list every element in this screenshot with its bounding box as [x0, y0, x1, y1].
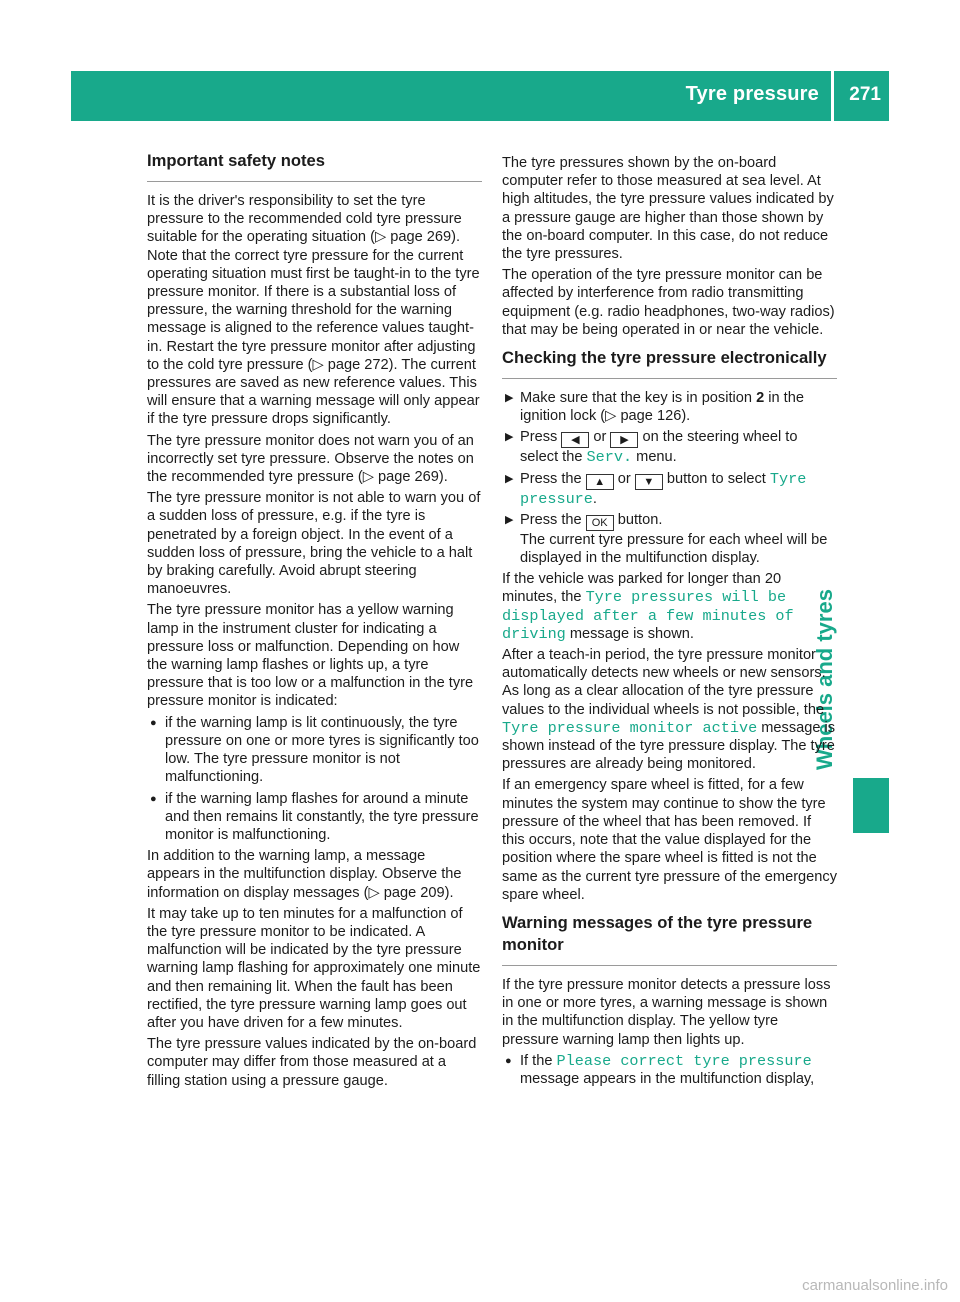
right-column	[502, 154, 837, 1091]
step-arrow-icon: ▶	[505, 472, 514, 485]
header-divider	[831, 71, 834, 121]
heading-checking-electronically: Checking the tyre pressure electronically	[502, 348, 827, 368]
page-header	[71, 71, 889, 121]
step-item: ▶ Make sure that the key is in position 2 in the ignition lock (▷ page 126).	[505, 390, 804, 425]
chapter-tab-marker	[853, 778, 889, 833]
page-number: 271	[849, 84, 881, 105]
list-item: ● if the warning lamp is lit continuously, the tyre pressure on one or more tyres is significantly too low. The tyre pressure monitor is not malfunctioning.	[150, 714, 479, 786]
display-text: Tyre pressure monitor active	[502, 718, 758, 737]
bullet-icon: ●	[505, 1054, 512, 1067]
watermark: carmanualsonline.info	[802, 1277, 948, 1294]
heading-rule	[147, 181, 482, 182]
step-arrow-icon: ▶	[505, 431, 514, 444]
display-text: Tyre pressures will be displayed after a few minutes of driving	[502, 588, 794, 643]
paragraph: It may take up to ten minutes for a malfunction of the tyre pressure monitor to be indicated. A malfunction will be indicated by the tyre pressure warning lamp flashing for approximately one minute and then remaining lit. When the fault has been rectified, the tyre pressure warning lamp goes out after you have driven for a few minutes.	[147, 905, 481, 1031]
step-arrow-icon: ▶	[505, 513, 514, 526]
right-arrow-key-icon: ▶	[610, 432, 638, 448]
up-arrow-key-icon: ▲	[586, 474, 614, 490]
step-item: ▶ Press the ▲ or ▼ button to select Tyre pressure.	[505, 469, 807, 508]
paragraph: The tyre pressure monitor does not warn you of an incorrectly set tyre pressure. Observe the notes on the recommended tyre pressure (▷ page 269).	[147, 432, 474, 486]
paragraph: The tyre pressure monitor is not able to warn you of a sudden loss of pressure, e.g. if the tyre is penetrated by a foreign object. In the event of a sudden loss of pressure, bring the vehicle to a halt by braking carefully. Avoid abrupt steering manoeuvres.	[147, 490, 481, 598]
paragraph: In addition to the warning lamp, a message appears in the multifunction display. Observe the information on display messages (▷ page 209).	[147, 848, 462, 901]
bullet-list	[147, 714, 482, 844]
display-text: Serv.	[586, 448, 633, 467]
paragraph: If the tyre pressure monitor detects a pressure loss in one or more tyres, a warning message is shown in the multifunction display. The yellow tyre pressure warning lamp then lights up.	[502, 976, 831, 1048]
paragraph: The tyre pressure monitor has a yellow warning lamp in the instrument cluster for indicating a pressure loss or malfunction. Depending on how the warning lamp flashes or lights up, a tyre pressure that is too low or a malfunction in the tyre pressure monitor is indicated:	[147, 602, 474, 710]
step-list	[502, 389, 837, 567]
step-item: ▶ Press ◀ or ▶ on the steering wheel to select the Serv. menu.	[505, 429, 798, 467]
heading-safety-notes: Important safety notes	[147, 151, 325, 170]
paragraph: If the vehicle was parked for longer than 20 minutes, the Tyre pressures will be displayed after a few minutes of driving message is shown.	[502, 571, 794, 643]
heading-rule	[502, 965, 837, 966]
left-arrow-key-icon: ◀	[561, 432, 589, 448]
bullet-icon: ●	[150, 716, 157, 729]
down-arrow-key-icon: ▼	[635, 474, 663, 490]
heading-warning-messages: Warning messages of the tyre pressure monitor	[502, 912, 813, 954]
paragraph: The tyre pressures shown by the on-board computer refer to those measured at sea level. At high altitudes, the tyre pressure values indicated by a pressure gauge are higher than those shown by the on-board computer. In this case, do not reduce the tyre pressures.	[502, 155, 834, 263]
paragraph: The tyre pressure values indicated by the on-board computer may differ from those measured at a filling station using a pressure gauge.	[147, 1036, 477, 1089]
step-arrow-icon: ▶	[505, 392, 514, 405]
section-title: Tyre pressure	[685, 83, 819, 105]
heading-rule	[502, 378, 837, 379]
bullet-icon: ●	[150, 792, 157, 805]
list-item: ● if the warning lamp flashes for around a minute and then remains lit constantly, the tyre pressure monitor is malfunctioning.	[150, 790, 479, 843]
bullet-list	[502, 1052, 837, 1088]
left-column	[147, 150, 482, 1093]
step-item: ▶ Press the OK button. The current tyre pressure for each wheel will be displayed in the multifunction display.	[505, 511, 828, 567]
display-text: Tyre pressure	[520, 469, 807, 508]
paragraph: The operation of the tyre pressure monitor can be affected by interference from radio transmitting equipment (e.g. radio headphones, two-way radios) that may be being operated in or near the vehicle.	[502, 267, 835, 338]
paragraph: After a teach-in period, the tyre pressure monitor automatically detects new wheels or new sensors. As long as a clear allocation of the tyre pressure values to the individual wheels is not possible, the Tyre pressure monitor active message is shown instead of the tyre pressure display. The tyre pressures are already being monitored.	[502, 647, 836, 773]
paragraph: If an emergency spare wheel is fitted, for a few minutes the system may continue to show the tyre pressure of the wheel that has been removed. If this occurs, note that the value displayed for the position where the spare wheel is fitted is not the same as the current tyre pressure of the emergency spare wheel.	[502, 777, 838, 903]
ok-key-icon: OK	[586, 515, 614, 531]
chapter-tab: Wheels and tyres	[812, 589, 837, 770]
paragraph: It is the driver's responsibility to set the tyre pressure to the recommended cold tyre pressure suitable for the operating situation (▷ page 269). Note that the correct tyre pressure for the current operating situation must first be taught-in to the tyre pressure monitor. If there is a substantial loss of pressure, the warning threshold for the warning message is aligned to the reference values taught-in. Restart the tyre pressure monitor after adjusting to the cold tyre pressure (▷ page 272). The current pressures are saved as new reference values. This will ensure that a warning message will only appear if the tyre pressure drops significantly.	[147, 193, 480, 428]
list-item: ● If the Please correct tyre pressure message appears in the multifunction display,	[505, 1051, 815, 1087]
display-text: Please correct tyre pressure	[556, 1051, 812, 1070]
